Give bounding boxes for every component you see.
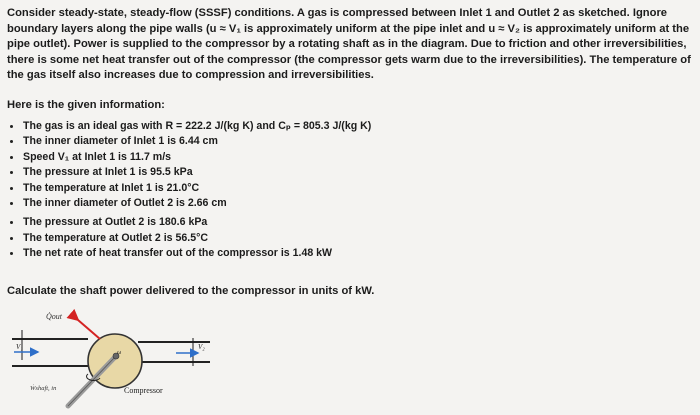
given-list (9, 119, 371, 262)
heat-out-label: Q̇out (46, 312, 62, 321)
given-item-outlet-temperature: The temperature at Outlet 2 is 56.5°C (9, 231, 371, 246)
given-item-inlet-temperature: The temperature at Inlet 1 is 21.0°C (9, 181, 371, 196)
outlet-label: V₂ (198, 343, 205, 351)
given-item-inlet-diameter: The inner diameter of Inlet 1 is 6.44 cm (9, 134, 371, 149)
problem-intro: Consider steady-state, steady-flow (SSSF) conditions. A gas is compressed between Inlet 1 and Outlet 2 as sketched. Ignore boundary layers along the pipe walls (u ≈ V₁ is approximately uniform at the pipe inlet and u ≈ V₂ is approximately uniform at the pipe outlet). Power is supplied to the compressor by a rotating shaft as in the diagram. Due to friction and other irreversibilities, there is some net heat transfer out of the compressor (the compressor gets warm due to the irreversibilities). The temperature of the gas itself also increases due to compression and irreversibilities. (7, 7, 691, 82)
given-item-outlet-pressure: The pressure at Outlet 2 is 180.6 kPa (9, 215, 371, 230)
compressor-label: Compressor (124, 386, 163, 395)
given-item-heat-transfer: The net rate of heat transfer out of the compressor is 1.48 kW (9, 246, 371, 261)
compressor-diagram (0, 302, 240, 415)
heat-out-arrow (78, 320, 100, 339)
given-heading: Here is the given information: (7, 99, 165, 111)
given-item-inlet-pressure: The pressure at Inlet 1 is 95.5 kPa (9, 165, 371, 180)
omega-label: ω (117, 350, 122, 356)
given-item-inlet-speed: Speed V₁ at Inlet 1 is 11.7 m/s (9, 150, 371, 165)
question-text: Calculate the shaft power delivered to the compressor in units of kW. (7, 285, 375, 297)
given-item-outlet-diameter: The inner diameter of Outlet 2 is 2.66 cm (9, 196, 371, 211)
shaft-work-label: Ẇshaft, in (30, 385, 57, 392)
inlet-label: V₁ (16, 343, 23, 351)
given-item-gas: The gas is an ideal gas with R = 222.2 J/(kg K) and Cₚ = 805.3 J/(kg K) (9, 119, 371, 134)
